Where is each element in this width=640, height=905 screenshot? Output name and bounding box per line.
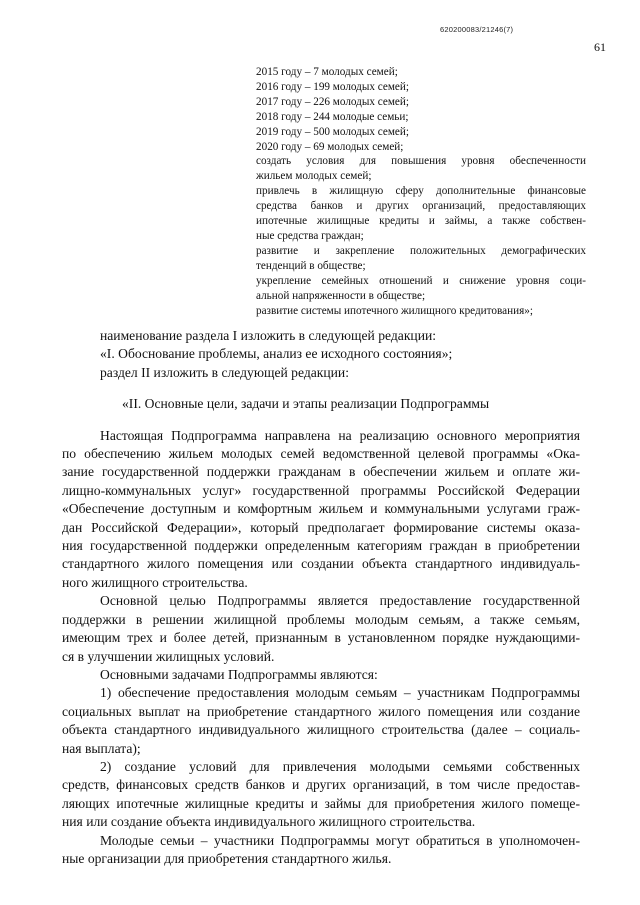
goal-line: привлечь в жилищную сферу дополнительные финансовые xyxy=(256,185,586,198)
list-line: 2015 году – 7 молодых семей; xyxy=(256,66,398,78)
text-line: 1) обеспечение предоставления молодым семьям – участникам Подпрограммы xyxy=(100,685,580,701)
goal-line: создать условия для повышения уровня обеспеченности xyxy=(256,155,586,168)
goal-line: средства банков и других организаций, предоставляющих xyxy=(256,200,586,213)
list-line: 2018 году – 244 молодые семьи; xyxy=(256,110,409,123)
paragraph xyxy=(62,592,580,666)
goal-line: ипотечные жилищные кредиты и займы, а также собствен- xyxy=(256,215,586,228)
goal-line: развитие и закрепление положительных демографических xyxy=(256,244,586,257)
goal-line: укрепление семейных отношений и снижение уровня соци- xyxy=(256,274,586,287)
goal-line: развитие системы ипотечного жилищного кредитования»; xyxy=(256,304,533,317)
goal-item xyxy=(256,154,586,184)
text-line: Основной целью Подпрограммы является предоставление государственной xyxy=(100,593,580,609)
goal-item xyxy=(256,184,586,244)
list-line: 2016 году – 199 молодых семей; xyxy=(256,80,409,93)
text-line: Молодые семьи – участники Подпрограммы могут обратиться в уполномочен- xyxy=(100,832,580,848)
text-line: ляющих ипотечные жилищные кредиты и займы для приобретения жилого помеще- xyxy=(62,795,580,811)
paragraph xyxy=(62,427,580,593)
page-number: 61 xyxy=(594,40,606,54)
text-line: лищно-коммунальных услуг» государственной программы Российской Федерации xyxy=(62,482,580,498)
goal-item xyxy=(256,304,586,319)
text-line: ния государственной поддержки определенным категориям граждан в приобретении xyxy=(62,538,580,554)
text-line: Настоящая Подпрограмма направлена на реализацию основного мероприятия xyxy=(100,427,580,443)
text-line: ся в улучшении жилищных условий. xyxy=(62,648,275,664)
amendment-line: раздел II изложить в следующей редакции: xyxy=(100,364,349,380)
text-line: стандартного жилого помещения или создании объекта стандартного индивидуаль- xyxy=(62,556,580,572)
goal-line: ные средства граждан; xyxy=(256,229,364,242)
text-line: ные организации для приобретения стандартного жилья. xyxy=(62,850,392,866)
text-line: зание государственной поддержки гражданам в обеспечении жильем и оплате жи- xyxy=(62,464,580,480)
text-line: объекта стандартного индивидуального жилищного строительства (далее – социаль- xyxy=(62,722,580,738)
paragraph xyxy=(62,758,580,832)
goal-line: тенденций в обществе; xyxy=(256,259,366,272)
text-line: социальных выплат на приобретение стандартного жилого помещения или создание xyxy=(62,703,580,719)
text-line: ния или создание объекта индивидуального жилищного строительства. xyxy=(62,814,476,830)
text-line: средств, финансовых средств банков и других организаций, в том числе предостав- xyxy=(62,777,580,793)
goal-line: жильем молодых семей; xyxy=(256,170,372,183)
paragraph xyxy=(62,666,580,684)
text-line: «Обеспечение доступным и комфортным жильем и коммунальными услугами граж- xyxy=(62,501,580,517)
list-line: 2017 году – 226 молодых семей; xyxy=(256,95,409,108)
paragraph xyxy=(62,832,580,869)
list-line: 2020 году – 69 молодых семей; xyxy=(256,140,404,153)
main-text xyxy=(62,327,580,868)
goal-item xyxy=(256,244,586,274)
goal-item xyxy=(256,274,586,304)
amendment-line: наименование раздела I изложить в следующей редакции: xyxy=(100,328,437,343)
paragraph xyxy=(62,684,580,758)
list-line: 2019 году – 500 молодых семей; xyxy=(256,125,409,138)
text-line: по обеспечению жильем молодых семей ведомственной целевой программы «Ока- xyxy=(62,446,580,462)
amendment-line: «I. Обоснование проблемы, анализ ее исходного состояния»; xyxy=(100,346,453,362)
document-id: 620200083/21246(7) xyxy=(440,25,514,34)
text-line: поддержки в решении жилищной проблемы молодым семьям, а также семьям, xyxy=(62,611,580,627)
text-line: дан Российской Федерации», который предполагает формирование системы оказа- xyxy=(62,519,580,535)
goal-line: альной напряженности в обществе; xyxy=(256,289,426,302)
text-line: Основными задачами Подпрограммы являются: xyxy=(100,666,378,682)
text-line: ного жилищного строительства. xyxy=(62,574,248,590)
text-line: 2) создание условий для привлечения молодыми семьями собственных xyxy=(100,758,580,774)
list-block xyxy=(256,65,586,318)
section-heading: «II. Основные цели, задачи и этапы реализации Подпрограммы xyxy=(122,396,490,412)
text-line: имеющим трех и более детей, признанным в установленном порядке нуждающими- xyxy=(62,630,580,646)
text-line: ная выплата); xyxy=(62,740,141,756)
